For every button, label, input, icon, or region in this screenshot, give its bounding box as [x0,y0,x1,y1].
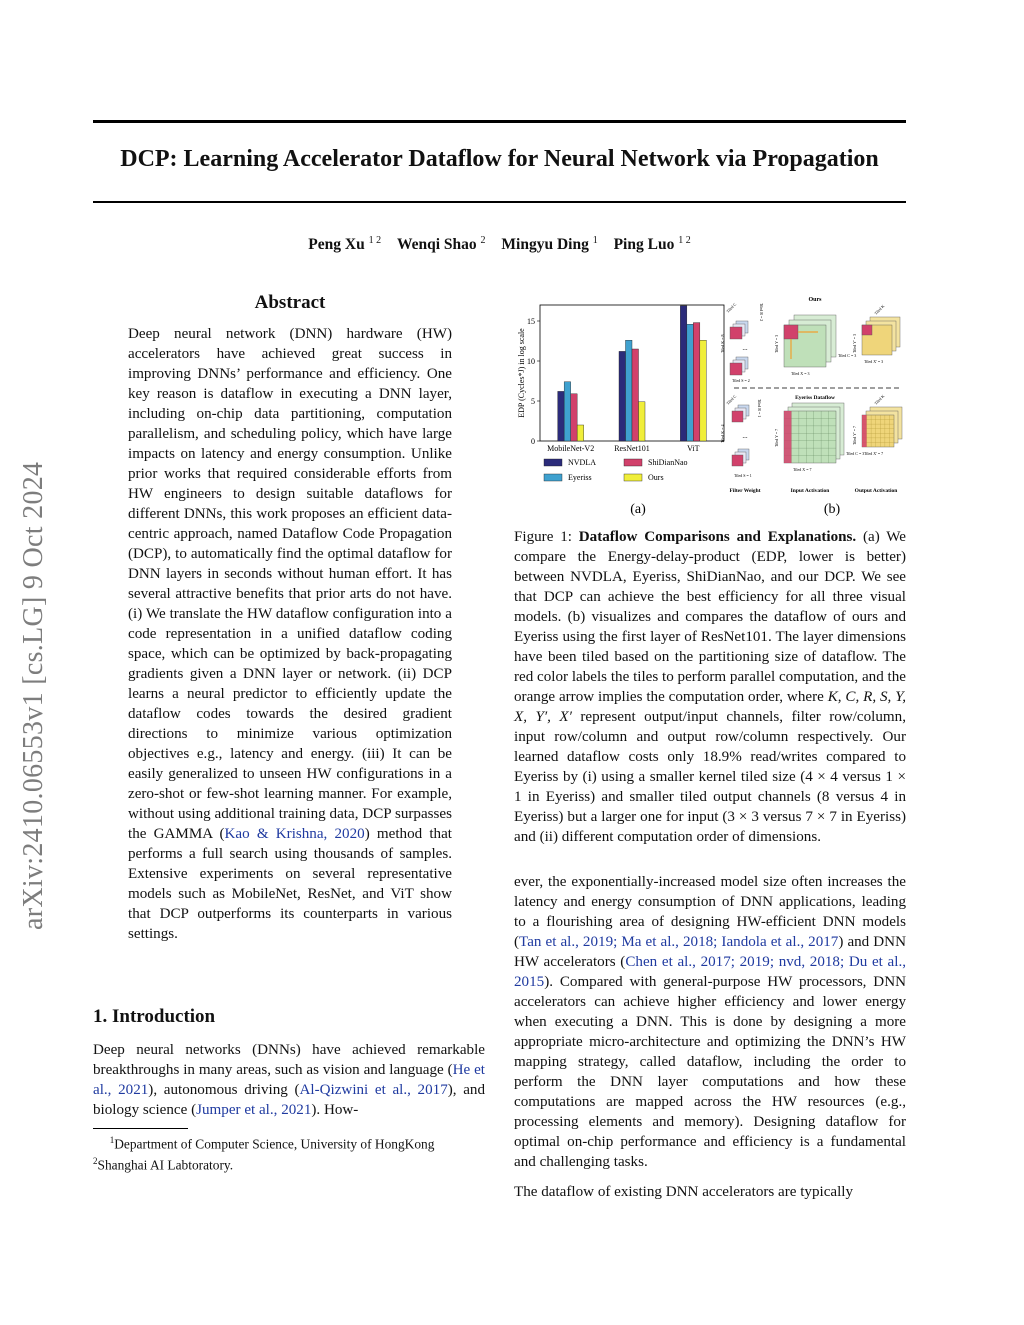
ours-title: Ours [808,297,822,303]
x-tick-label: ViT [687,444,700,453]
author-3: Mingyu Ding $^1$ [501,235,598,254]
legend-swatch-nvdla [544,459,562,466]
bar-ours-resnet101 [639,402,646,441]
figure-1 [512,295,906,517]
legend-label-shidiannao: ShiDianNao [648,458,688,467]
title-top-rule [93,120,906,123]
caption-math: K, C, R, S, Y, X, Y′, X′ [514,689,907,725]
footnote-2: $^2$Shanghai AI Labtoratory. [93,1155,234,1173]
caption-text: (a) We compare the Energy-delay-product (EDP, lower is better) between NVDLA, Eyeriss, ShiDianNao, and our DCP. We see that DCP can achieve the best efficiency for all three visual models. (b) visualizes and compares the dataflow of ours and Eyeriss using the first layer of ResNet101. The layer dimensions have been tiled based on the partitioning size of dataflow. The red color labels the tiles to perform parallel computation, and the orange arrow implies the computation order, where [514,529,907,705]
label-output-activation: Output Activation [854,488,898,494]
y-tick-label: 15 [527,317,535,326]
intro-text: Deep neural networks (DNNs) have achieved remarkable breakthroughs in many areas, such as vision and language ( [93,1042,485,1078]
abstract-body [128,324,452,944]
chart-legend [544,458,688,482]
intro-text: ), autonomous driving ( [148,1082,300,1098]
section-heading-introduction: 1. Introduction [93,1006,216,1027]
footnotes [93,1132,493,1174]
bar-ours-mobilenet-v2 [577,425,584,441]
bar-eyeriss-mobilenet-v2 [564,382,571,441]
x-tick-label: MobileNet-V2 [547,444,595,453]
intro-paragraph [93,1040,485,1120]
legend-swatch-eyeriss [544,474,562,481]
caption-text: represent output/input channels, filter row/column, input row/column and output row/column respectively. Our learned dataflow costs only 18.9% read/writes compared to Eyeriss by (i) using a smaller kernel tiled size (4 × 4 versus 1 × 1 in Eyeriss) and smaller tiled output channels (8 versus 4 in Eyeriss) but a larger one for input (3 × 3 versus 7 × 7 in Eyeriss) and (ii) different computation order of dimensions. [514,709,906,845]
citation-kao-krishna[interactable]: Kao & Krishna, 2020 [224,826,365,842]
ours-input-activation [774,315,856,376]
eyeriss-label-tiled-xp: Tiled X' = 7 [864,451,884,456]
ours-label-tiled-k2: Tiled K [873,303,886,316]
dataflow-diagram [720,297,902,494]
bar-eyeriss-resnet101 [626,340,633,441]
eyeriss-output-activation [852,393,902,456]
eyeriss-label-tiled-yp: Tiled Y' = 7 [852,425,857,445]
bar-eyeriss-vit [687,324,694,441]
intro-text: ), and biology science ( [93,1082,486,1118]
citation-jumper[interactable]: Jumper et al., 2021 [196,1102,312,1118]
paper-title: DCP: Learning Accelerator Dataflow for Neural Network via Propagation [120,146,879,172]
eyeriss-label-tiled-x: Tiled X = 7 [793,467,812,472]
ours-label-tiled-c: Tiled C [725,301,738,314]
footnote-1: $^1$Department of Computer Science, University of HongKong [109,1135,435,1152]
citation-al-qizwini[interactable]: Al-Qizwini et al., 2017 [299,1082,448,1098]
author-4: Ping Luo $^{1 2}$ [613,235,691,254]
abstract-heading: Abstract [254,292,326,313]
footnote-rule [93,1128,188,1129]
figure-1-caption [514,527,906,847]
citation-he[interactable]: He et al., 2021 [93,1062,485,1098]
eyeriss-input-activation [774,403,864,472]
title-bottom-rule [93,201,906,203]
intro-text: ). How- [311,1102,359,1118]
legend-swatch-ours [624,474,642,481]
legend-label-ours: Ours [648,473,664,482]
eyeriss-label-tiled-y: Tiled Y = 7 [774,428,779,447]
legend-label-eyeriss: Eyeriss [568,473,592,482]
arxiv-stamp: arXiv:2410.06553v1 [cs.LG] 9 Oct 2024 [18,461,49,930]
eyeriss-ellipsis: ... [742,432,748,440]
bar-shidiannao-vit [693,323,700,441]
right-column-paragraph-1 [514,872,906,1172]
body-text: ). Compared with general-purpose HW processors, DNN accelerators can achieve higher efficiency and lower energy when executing a DNN. This is done by designing a more appropriate micro-architecture and optimizing the DNN’s HW mapping strategy, called dataflow, including the order to perform the DNN layer computations and how these computations are mapped across the HW resources (e.g., processing elements and memory). Designing dataflow for optimal on-chip performance and efficiency is a fundamental and challenging tasks. [514,974,906,1170]
caption-title: Dataflow Comparisons and Explanations. [578,529,857,545]
ours-label-tiled-k: Tiled K = 8 [720,334,725,353]
ours-ellipsis: ... [742,344,748,352]
ours-output-activation [852,303,900,364]
right-column-paragraph-2: The dataflow of existing DNN accelerators are typically [514,1184,854,1200]
y-tick-label: 5 [531,397,535,406]
ours-label-tiled-yp: Tiled Y' = 3 [852,333,857,353]
x-tick-label: ResNet101 [614,444,650,453]
caption-number: Figure 1: [514,529,579,545]
citation-efficient-models[interactable]: Tan et al., 2019; Ma et al., 2018; Iandola et al., 2017 [519,934,839,950]
abstract-text-a: Deep neural network (DNN) hardware (HW) accelerators have achieved great success in improving DNNs’ performance and efficiency. One key reason is dataflow in executing a DNN layer, including on-chip data partitioning, computation parallelism, and scheduling policy, which have large impacts on latency and energy consumption. Unlike prior works that required considerable efforts from HW engineers to design suitable dataflows for different DNNs, this work proposes an efficient data-centric approach, named Dataflow Code Propagation (DCP), to automatically find the optimal dataflow for DNN layers in seconds without human effort. It has several attractive benefits that prior arts do not have. (i) We translate the HW dataflow configuration into a code representation in a unified dataflow coding space, which can be optimized by back-propagating gradients given a DNN layer or network. (ii) DCP learns a neural predictor to efficiently update the dataflow codes towards the desired gradient directions to minimize various optimization objectives e.g., latency and energy. (iii) It can be easily generalized to unseen HW configurations in a zero-shot or few-shot learning manner. For example, without using additional training data, DCP surpasses the GAMMA ( [128,326,452,842]
eyeriss-label-tiled-c: Tiled C [725,393,738,406]
eyeriss-label-tiled-s: Tiled S = 1 [734,473,752,478]
label-input-activation: Input Activation [790,488,830,494]
label-filter-weight: Filter Weight [729,488,761,494]
y-tick-label: 10 [527,357,535,366]
y-tick-label: 0 [531,437,535,446]
author-2: Wenqi Shao $^2$ [396,235,486,254]
citation-accelerators[interactable]: Chen et al., 2017; 2019; nvd, 2018; Du et al., 2015 [514,954,906,990]
eyeriss-filter-weight [720,393,762,478]
ours-label-tiled-s: Tiled S = 2 [732,378,750,383]
eyeriss-label-tiled-k2: Tiled K [873,393,886,406]
ours-filter-weight [720,301,764,383]
bar-shidiannao-mobilenet-v2 [571,394,578,441]
bar-nvdla-mobilenet-v2 [558,391,565,441]
eyeriss-label-tiled-k: Tiled K = 4 [720,424,725,443]
author-1: Peng Xu $^{1 2}$ [308,235,382,254]
figure-label-a: (a) [630,502,646,517]
body-text: ever, the exponentially-increased model size often increases the latency and energy consumption of DNN applications, leading to a flourishing area of designing HW-efficient DNN models ( [514,874,906,950]
ours-label-tiled-r: Tiled R = 2 [759,303,764,322]
body-text: ) and DNN HW accelerators ( [514,934,906,970]
bar-ours-vit [700,340,707,441]
bar-nvdla-resnet101 [619,351,626,441]
ours-label-tiled-y: Tiled Y = 3 [774,334,779,353]
figure-label-b: (b) [823,502,841,517]
bar-nvdla-vit [680,306,687,441]
edp-bar-chart [517,305,724,482]
bar-shidiannao-resnet101 [632,349,639,441]
y-axis-label: EDP (Cycles*J) in log scale [517,328,526,418]
abstract-text-b: ) method that performs a full search using thousands of samples. Extensive experiments on several representative models such as MobileNet, ResNet, and ViT show that DCP outperforms its counterparts in various settings. [128,826,452,942]
eyeriss-label-tiled-c3: Tiled C = 3 [846,451,865,456]
eyeriss-label-tiled-r: Tiled R = 1 [757,399,762,418]
ours-label-tiled-xp: Tiled X' = 3 [864,359,884,364]
legend-label-nvdla: NVDLA [568,458,596,467]
ours-label-tiled-x: Tiled X = 3 [791,371,810,376]
eyeriss-title: Eyeriss Dataflow [795,395,835,401]
ours-label-tiled-c3: Tiled C = 3 [838,353,857,358]
legend-swatch-shidiannao [624,459,642,466]
author-list [93,235,906,254]
